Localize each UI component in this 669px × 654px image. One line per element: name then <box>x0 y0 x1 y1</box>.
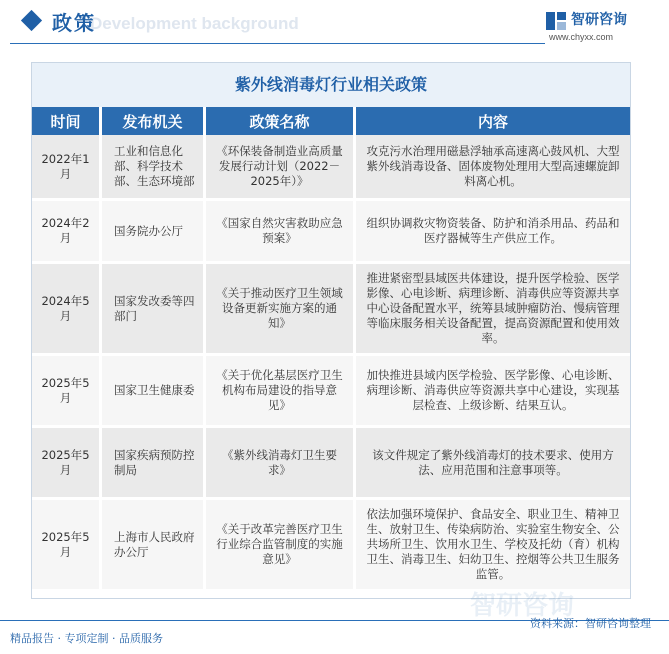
policy-table-card <box>31 62 631 599</box>
logo-url: www.chyxx.com <box>549 32 614 42</box>
page-title: 政策 <box>52 11 96 35</box>
table-header-row <box>32 107 630 135</box>
cell-policy-name: 《国家自然灾害救助应急预案》 <box>206 201 356 264</box>
cell-content: 推进紧密型县域医共体建设，提升医学检验、医学影像、心电诊断、病理诊断、消毒供应等资源共享中心设备配置水平，统筹县域肿瘤防治、慢病管理等临床服务相关设备配置，提高资源配置和使用效率。 <box>356 264 630 356</box>
cell-policy-name: 《关于推动医疗卫生领域设备更新实施方案的通知》 <box>206 264 356 356</box>
cell-time: 2024年2月 <box>32 201 102 264</box>
cell-content: 组织协调救灾物资装备、防护和消杀用品、药品和医疗器械等生产供应工作。 <box>356 201 630 264</box>
diamond-icon <box>21 10 42 31</box>
cell-content: 依法加强环境保护、食品安全、职业卫生、精神卫生、放射卫生、传染病防治、实验室生物安全、公共场所卫生、饮用水卫生、学校及托幼（育）机构卫生、消毒卫生、妇幼卫生、控烟等公共卫生服务监管。 <box>356 500 630 592</box>
header-divider <box>10 43 545 44</box>
cell-org: 国务院办公厅 <box>102 201 206 264</box>
cell-org: 工业和信息化部、科学技术部、生态环境部 <box>102 135 206 201</box>
cell-org: 国家卫生健康委 <box>102 356 206 428</box>
table-title: 紫外线消毒灯行业相关政策 <box>32 63 630 107</box>
cell-org: 国家疾病预防控制局 <box>102 428 206 500</box>
policy-table <box>32 107 630 592</box>
cell-content: 攻克污水治理用磁悬浮轴承高速离心鼓风机、大型紫外线消毒设备、固体废物处理用大型高速螺旋卸料离心机。 <box>356 135 630 201</box>
cell-time: 2024年5月 <box>32 264 102 356</box>
cell-time: 2022年1月 <box>32 135 102 201</box>
header-subtitle-watermark: Development background <box>90 14 299 33</box>
cell-org: 上海市人民政府办公厅 <box>102 500 206 592</box>
page-header <box>0 0 669 44</box>
watermark: 智研咨询 <box>470 591 575 621</box>
table-row <box>32 428 630 500</box>
logo-mark-icon <box>545 10 567 32</box>
table-row <box>32 135 630 201</box>
table-row <box>32 356 630 428</box>
cell-time: 2025年5月 <box>32 428 102 500</box>
cell-content: 该文件规定了紫外线消毒灯的技术要求、使用方法、应用范围和注意事项等。 <box>356 428 630 500</box>
column-header-policy-name: 政策名称 <box>206 107 356 135</box>
column-header-time: 时间 <box>32 107 102 135</box>
cell-policy-name: 《关于改革完善医疗卫生行业综合监管制度的实施意见》 <box>206 500 356 592</box>
brand-logo <box>545 8 655 44</box>
footer-slogan: 精品报告 · 专项定制 · 品质服务 <box>10 632 163 645</box>
table-row <box>32 500 630 592</box>
cell-policy-name: 《关于优化基层医疗卫生机构布局建设的指导意见》 <box>206 356 356 428</box>
cell-content: 加快推进县域内医学检验、医学影像、心电诊断、病理诊断、消毒供应等资源共享中心建设，实现基层检查、上级诊断、结果互认。 <box>356 356 630 428</box>
cell-time: 2025年5月 <box>32 500 102 592</box>
cell-time: 2025年5月 <box>32 356 102 428</box>
column-header-content: 内容 <box>356 107 630 135</box>
cell-policy-name: 《环保装备制造业高质量发展行动计划（2022－2025年）》 <box>206 135 356 201</box>
table-row <box>32 201 630 264</box>
table-row <box>32 264 630 356</box>
logo-name: 智研咨询 <box>571 12 627 28</box>
cell-org: 国家发改委等四部门 <box>102 264 206 356</box>
cell-policy-name: 《紫外线消毒灯卫生要求》 <box>206 428 356 500</box>
footer-source: 资料来源：智研咨询整理 <box>530 617 651 630</box>
column-header-org: 发布机关 <box>102 107 206 135</box>
